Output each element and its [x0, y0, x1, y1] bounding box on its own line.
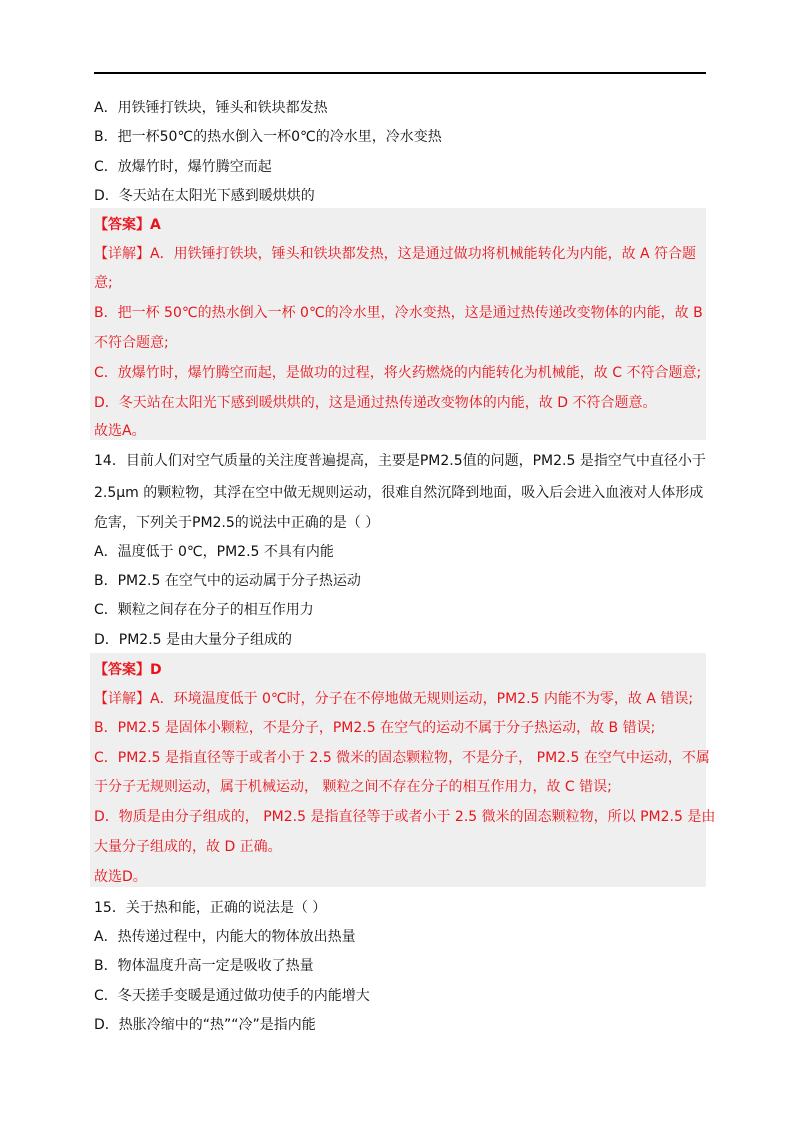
- q14-option-c: C．颗粒之间存在分子的相互作用力: [94, 602, 314, 618]
- q14-stem-line: 2.5μm 的颗粒物，其浮在空中做无规则运动，很难自然沉降到地面，吸入后会进入血液对人体形成: [94, 485, 704, 501]
- q15-option-c: C．冬天搓手变暖是通过做功使手的内能增大: [94, 988, 370, 1004]
- q14-stem-line: 14．目前人们对空气质量的关注度普遍提高，主要是PM2.5值的问题，PM2.5 是指空气中直径小于: [94, 453, 706, 469]
- q14-explain-line: 【详解】A．环境温度低于 0℃时，分子在不停地做无规则运动，PM2.5 内能不为零，故 A 错误;: [94, 691, 694, 707]
- q13-option-a: A．用铁锤打铁块，锤头和铁块都发热: [94, 100, 328, 116]
- q13-choose: 故选A。: [94, 423, 146, 439]
- q15-stem: 15．关于热和能，正确的说法是（ ）: [94, 900, 327, 916]
- q14-option-b: B．PM2.5 在空气中的运动属于分子热运动: [94, 573, 361, 589]
- q14-explain-line: 于分子无规则运动，属于机械运动， 颗粒之间不存在分子的相互作用力，故 C 错误;: [94, 779, 612, 795]
- q14-choose: 故选D。: [94, 869, 147, 885]
- q13-explain-line: 意;: [94, 275, 113, 291]
- q14-option-d: D．PM2.5 是由大量分子组成的: [94, 632, 293, 648]
- q13-explain-line: D．冬天站在太阳光下感到暖烘烘的，这是通过热传递改变物体的内能，故 D 不符合题意。: [94, 395, 657, 411]
- q14-explain-line: C．PM2.5 是指直径等于或者小于 2.5 微米的固态颗粒物，不是分子， PM2.5 在空气中运动，不属: [94, 750, 710, 766]
- q15-option-b: B．物体温度升高一定是吸收了热量: [94, 958, 314, 974]
- q14-option-a: A．温度低于 0℃，PM2.5 不具有内能: [94, 544, 334, 560]
- q13-option-c: C．放爆竹时，爆竹腾空而起: [94, 159, 272, 175]
- q13-option-d: D．冬天站在太阳光下感到暖烘烘的: [94, 188, 315, 204]
- q13-explain-line: C．放爆竹时，爆竹腾空而起，是做功的过程，将火药燃烧的内能转化为机械能，故 C 不符合题意;: [94, 365, 702, 381]
- q14-explain-line: 大量分子组成的，故 D 正确。: [94, 839, 282, 855]
- q13-explain-line: 不符合题意;: [94, 335, 169, 351]
- q13-option-b: B．把一杯50℃的热水倒入一杯0℃的冷水里，冷水变热: [94, 129, 442, 145]
- q13-explain-line: 【详解】A．用铁锤打铁块，锤头和铁块都发热，这是通过做功将机械能转化为内能，故 A 符合题: [94, 246, 697, 262]
- q14-stem-line: 危害，下列关于PM2.5的说法中正确的是（ ）: [94, 515, 380, 531]
- q15-option-d: D．热胀冷缩中的“热”“冷”是指内能: [94, 1017, 316, 1033]
- q13-answer: 【答案】A: [94, 217, 161, 233]
- q14-answer: 【答案】D: [94, 662, 162, 678]
- q14-explain-line: D．物质是由分子组成的， PM2.5 是指直径等于或者小于 2.5 微米的固态颗粒物，所以 PM2.5 是由: [94, 809, 716, 825]
- header-rule: [94, 72, 706, 74]
- q15-option-a: A．热传递过程中，内能大的物体放出热量: [94, 929, 356, 945]
- q14-explain-line: B．PM2.5 是固体小颗粒，不是分子，PM2.5 在空气的运动不属于分子热运动，故 B 错误;: [94, 720, 656, 736]
- q13-explain-line: B．把一杯 50℃的热水倒入一杯 0℃的冷水里，冷水变热，这是通过热传递改变物体的内能，故 B: [94, 305, 703, 321]
